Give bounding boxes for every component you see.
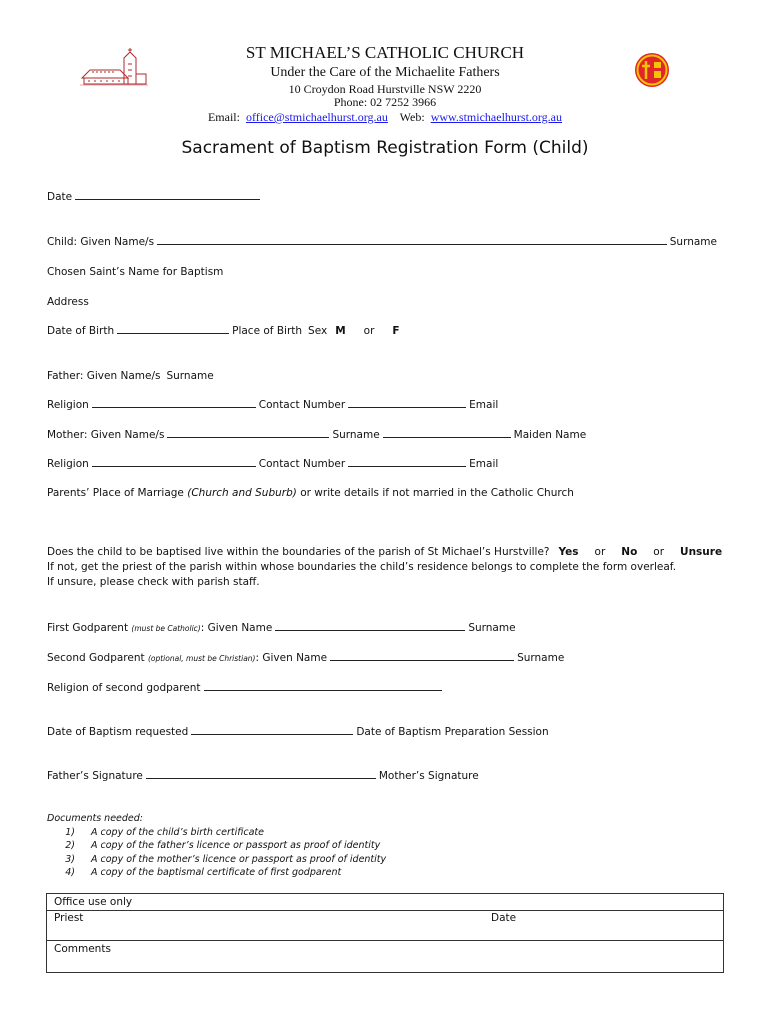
sex-m-option[interactable]: M bbox=[335, 325, 346, 337]
child-name-row bbox=[47, 235, 723, 248]
mother-signature-label: Mother’s Signature bbox=[378, 770, 479, 782]
web-label: Web: bbox=[399, 110, 425, 124]
mother-surname-field[interactable] bbox=[383, 428, 511, 438]
office-use-box bbox=[46, 893, 724, 973]
sex-label: Sex bbox=[308, 325, 328, 337]
parish-no-option[interactable]: No bbox=[621, 546, 638, 558]
office-use-title: Office use only bbox=[54, 896, 133, 908]
first-godparent-row bbox=[47, 621, 723, 634]
first-godparent-given-field[interactable] bbox=[275, 621, 465, 631]
dob-label: Date of Birth bbox=[47, 325, 115, 337]
date-row bbox=[47, 190, 723, 203]
office-divider-top bbox=[47, 910, 723, 911]
document-item bbox=[47, 827, 386, 840]
document-item-text: A copy of the father’s licence or passport as proof of identity bbox=[91, 840, 381, 852]
office-comments-label[interactable]: Comments bbox=[54, 943, 111, 955]
marriage-instructions: or write details if not married in the Catholic Church bbox=[300, 487, 574, 499]
document-item bbox=[47, 854, 386, 867]
father-religion-row bbox=[47, 398, 723, 411]
baptism-dates-row bbox=[47, 725, 723, 738]
church-subtitle: Under the Care of the Michaelite Fathers bbox=[270, 65, 500, 80]
second-godparent-label: Second Godparent bbox=[47, 652, 145, 664]
place-of-birth-label: Place of Birth bbox=[232, 325, 303, 337]
child-surname-label: Surname bbox=[669, 236, 717, 248]
father-name-row bbox=[47, 369, 723, 382]
church-phone: Phone: 02 7252 3966 bbox=[333, 95, 437, 109]
father-religion-field[interactable] bbox=[92, 398, 256, 408]
second-godparent-surname-label: Surname bbox=[517, 652, 565, 664]
mother-religion-field[interactable] bbox=[92, 457, 256, 467]
parish-question-row bbox=[47, 546, 723, 558]
first-godparent-label: First Godparent bbox=[47, 622, 129, 634]
email-link[interactable]: office@stmichaelhurst.org.au bbox=[245, 110, 388, 124]
form-title: Sacrament of Baptism Registration Form (Child) bbox=[181, 138, 589, 158]
contact-line bbox=[0, 110, 770, 125]
second-godparent-religion-label: Religion of second godparent bbox=[47, 682, 201, 694]
marriage-field-row bbox=[47, 517, 723, 527]
parish-note-2: If unsure, please check with parish staff. bbox=[47, 576, 260, 588]
dob-row bbox=[47, 324, 723, 337]
prep-session-label: Date of Baptism Preparation Session bbox=[356, 726, 549, 738]
document-item-num: 1) bbox=[65, 827, 75, 838]
document-item-text: A copy of the child’s birth certificate bbox=[91, 827, 264, 838]
document-item-text: A copy of the baptismal certificate of first godparent bbox=[91, 866, 342, 878]
father-contact-field[interactable] bbox=[348, 398, 466, 408]
church-name: ST MICHAEL’S CATHOLIC CHURCH bbox=[245, 43, 525, 62]
mother-name-row bbox=[47, 428, 723, 441]
second-godparent-note: (optional, must be Christian) bbox=[147, 654, 256, 663]
father-given-label: Father: Given Name/s bbox=[47, 370, 161, 382]
mother-religion-row bbox=[47, 457, 723, 470]
email-label: Email: bbox=[207, 110, 240, 124]
second-godparent-given-label: : Given Name bbox=[255, 652, 328, 664]
maiden-name-label: Maiden Name bbox=[513, 429, 587, 441]
second-godparent-religion-row bbox=[47, 681, 723, 694]
church-address: 10 Croydon Road Hurstville NSW 2220 bbox=[288, 82, 482, 96]
parish-yes-option[interactable]: Yes bbox=[558, 546, 579, 558]
document-item-text: A copy of the mother’s licence or passport as proof of identity bbox=[91, 853, 387, 865]
child-given-label: Child: Given Name/s bbox=[47, 236, 155, 248]
father-surname-label: Surname bbox=[166, 370, 214, 382]
document-item-num: 3) bbox=[65, 853, 75, 865]
sex-or: or bbox=[363, 325, 375, 337]
parish-unsure-option[interactable]: Unsure bbox=[680, 546, 723, 558]
marriage-label-row bbox=[47, 487, 723, 499]
documents-heading: Documents needed: bbox=[47, 813, 144, 824]
second-godparent-given-field[interactable] bbox=[330, 651, 514, 661]
document-item-num: 2) bbox=[65, 840, 75, 852]
office-divider-mid bbox=[47, 940, 723, 941]
documents-needed bbox=[47, 813, 386, 880]
father-contact-label: Contact Number bbox=[258, 399, 346, 411]
web-link[interactable]: www.stmichaelhurst.org.au bbox=[430, 110, 563, 124]
document-item-num: 4) bbox=[65, 866, 75, 878]
mother-contact-field[interactable] bbox=[348, 457, 466, 467]
office-priest-label: Priest bbox=[54, 912, 84, 924]
office-date-label: Date bbox=[491, 912, 517, 924]
parish-note-row-1 bbox=[47, 561, 723, 573]
signatures-row bbox=[47, 769, 723, 782]
mother-given-field[interactable] bbox=[167, 428, 329, 438]
mother-religion-label: Religion bbox=[47, 458, 89, 470]
parish-or-2: or bbox=[653, 546, 665, 558]
sex-f-option[interactable]: F bbox=[392, 325, 400, 337]
parish-note-row-2 bbox=[47, 576, 723, 588]
mother-email-label: Email bbox=[469, 458, 499, 470]
saint-name-row bbox=[47, 265, 723, 278]
date-label: Date bbox=[47, 191, 73, 203]
first-godparent-note: (must be Catholic) bbox=[131, 624, 201, 633]
first-godparent-surname-label: Surname bbox=[468, 622, 516, 634]
document-item bbox=[47, 840, 386, 853]
baptism-date-field[interactable] bbox=[191, 725, 353, 735]
second-godparent-row bbox=[47, 651, 723, 664]
mother-surname-label: Surname bbox=[332, 429, 380, 441]
parish-question: Does the child to be baptised live within the boundaries of the parish of St Michael’s Hurstville? bbox=[47, 546, 550, 558]
father-signature-label: Father’s Signature bbox=[47, 770, 143, 782]
baptism-date-label: Date of Baptism requested bbox=[47, 726, 189, 738]
first-godparent-given-label: : Given Name bbox=[200, 622, 273, 634]
parish-or-1: or bbox=[594, 546, 606, 558]
address-label: Address bbox=[47, 296, 89, 308]
marriage-note: (Church and Suburb) bbox=[187, 487, 297, 499]
father-email-label: Email bbox=[469, 399, 499, 411]
address-row bbox=[47, 295, 723, 308]
mother-contact-label: Contact Number bbox=[258, 458, 346, 470]
child-given-field[interactable] bbox=[157, 235, 667, 245]
father-signature-field[interactable] bbox=[146, 769, 376, 779]
second-godparent-religion-field[interactable] bbox=[204, 681, 442, 691]
father-religion-label: Religion bbox=[47, 399, 89, 411]
mother-given-label: Mother: Given Name/s bbox=[47, 429, 165, 441]
marriage-label: Parents’ Place of Marriage bbox=[47, 487, 184, 499]
parish-note-1: If not, get the priest of the parish within whose boundaries the child’s residence belongs to complete the form overleaf. bbox=[47, 561, 677, 573]
saint-name-label: Chosen Saint’s Name for Baptism bbox=[47, 266, 224, 278]
document-item bbox=[47, 867, 386, 880]
date-field[interactable] bbox=[75, 190, 260, 200]
dob-field[interactable] bbox=[117, 324, 229, 334]
